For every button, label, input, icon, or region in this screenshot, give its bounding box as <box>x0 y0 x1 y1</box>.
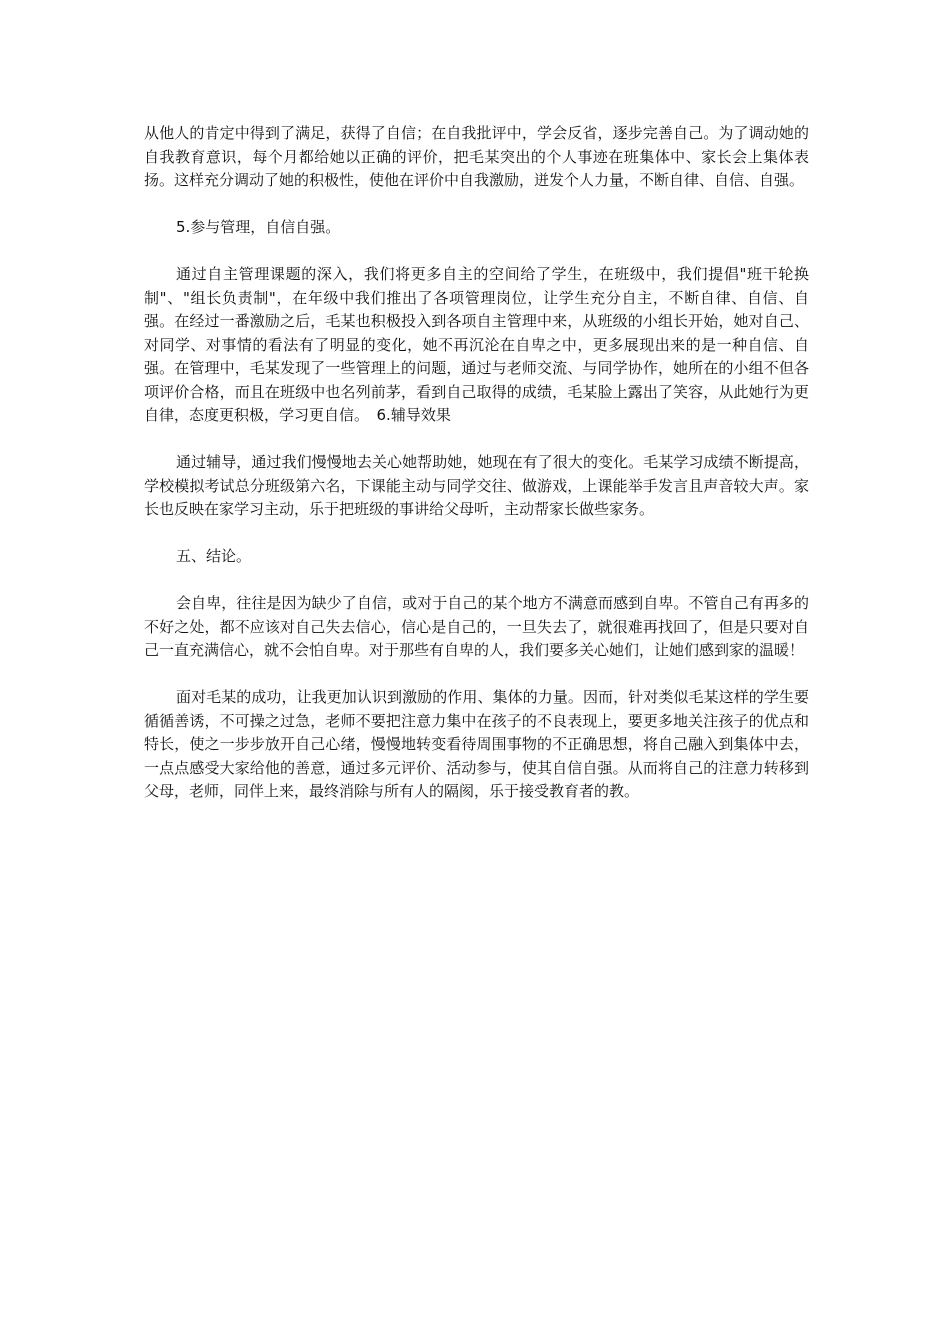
section-heading-participate-management: 5.参与管理，自信自强。 <box>176 218 341 236</box>
document-page <box>144 122 809 827</box>
paragraph-conclusion-1: 会自卑，往往是因为缺少了自信，或对于自己的某个地方不满意而感到自卑。不管自己有再多的不好之处，都不应该对自己失去信心，信心是自己的，一旦失去了，就很难再找回了，但是只要对自己一直充满信心，就不会怕自卑。对于那些有自卑的人，我们要多关心她们，让她们感到家的温暖！ <box>144 594 809 659</box>
paragraph-continuation: 从他人的肯定中得到了满足，获得了自信；在自我批评中，学会反省，逐步完善自己。为了调动她的自我教育意识，每个月都给她以正确的评价，把毛某突出的个人事迹在班集体中、家长会上集体表扬。这样充分调动了她的积极性，使他在评价中自我激励，迸发个人力量，不断自律、自信、自强。 <box>144 124 809 189</box>
section-heading-conclusion: 五、结论。 <box>176 547 252 565</box>
paragraph-counseling-effect: 通过辅导，通过我们慢慢地去关心她帮助她，她现在有了很大的变化。毛某学习成绩不断提高，学校模拟考试总分班级第六名，下课能主动与同学交往、做游戏，上课能举手发言且声音较大声。家长也反映在家学习主动，乐于把班级的事讲给父母听，主动帮家长做些家务。 <box>144 453 809 518</box>
paragraph-self-management: 通过自主管理课题的深入，我们将更多自主的空间给了学生，在班级中，我们提倡"班干轮换制"、"组长负责制"，在年级中我们推出了各项管理岗位，让学生充分自主，不断自律、自信、自强。在经过一番激励之后，毛某也积极投入到各项自主管理中来，从班级的小组长开始，她对自己、对同学、对事情的看法有了明显的变化，她不再沉沦在自卑之中，更多展现出来的是一种自信、自强。在管理中，毛某发现了一些管理上的问题，通过与老师交流、与同学协作，她所在的小组不但各项评价合格，而且在班级中也名列前茅，看到自己取得的成绩，毛某脸上露出了笑容，从此她行为更自律，态度更积极，学习更自信。 6.辅导效果 <box>144 265 809 424</box>
paragraph-conclusion-2: 面对毛某的成功，让我更加认识到激励的作用、集体的力量。因而，针对类似毛某这样的学生要循循善诱，不可操之过急，老师不要把注意力集中在孩子的不良表现上，要更多地关注孩子的优点和特长，使之一步步放开自己心绪，慢慢地转变看待周围事物的不正确思想，将自己融入到集体中去，一点点感受大家给他的善意，通过多元评价、活动参与，使其自信自强。从而将自己的注意力转移到父母，老师，同伴上来，最终消除与所有人的隔阂，乐于接受教育者的教。 <box>144 688 809 800</box>
